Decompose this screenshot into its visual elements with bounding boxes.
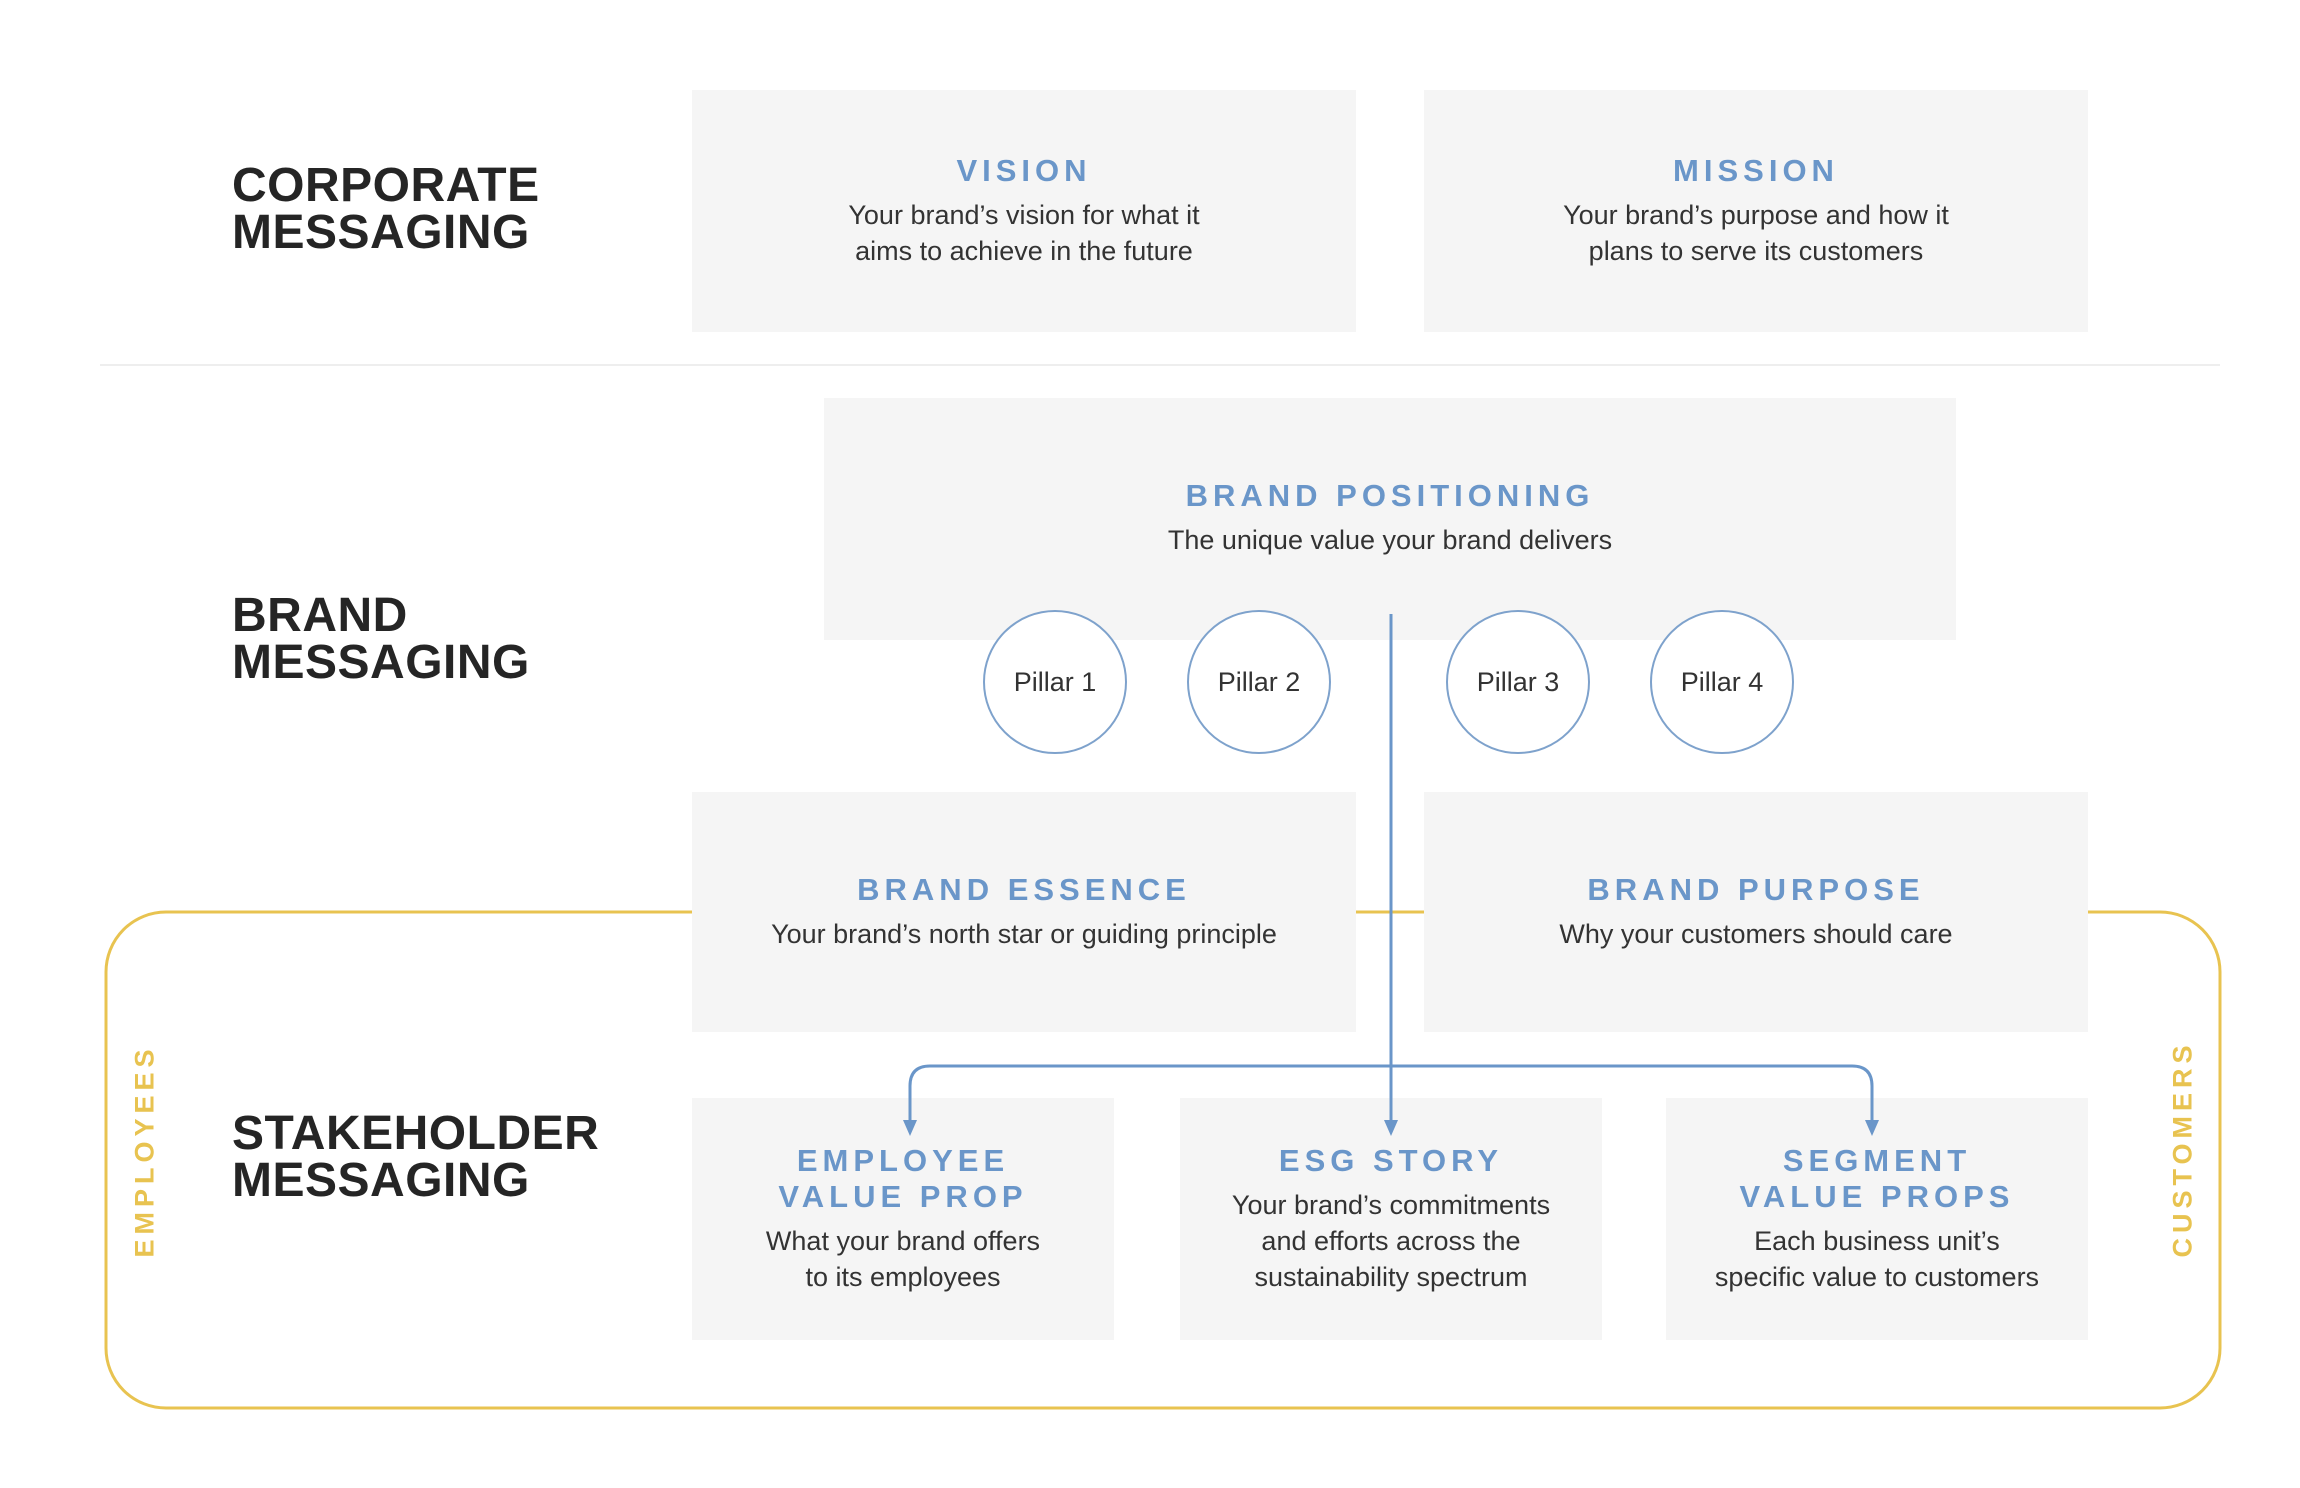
pillar-2: Pillar 2 <box>1187 610 1331 754</box>
section-label-corporate: CORPORATE MESSAGING <box>232 159 540 259</box>
vision-desc: Your brand’s vision for what it aims to achieve in the future <box>848 200 1200 266</box>
esg-story-desc: Your brand’s commitments and efforts across the sustainability spectrum <box>1231 1190 1551 1292</box>
vision-box <box>692 90 1356 332</box>
employee-value-prop-box <box>692 1098 1114 1340</box>
brand-purpose-title: BRAND PURPOSE <box>1587 872 1925 907</box>
vision-title: VISION <box>956 153 1092 188</box>
segment-value-props-desc: Each business unit’s specific value to customers <box>1714 1226 2040 1292</box>
segment-value-props-title: SEGMENT VALUE PROPS <box>1739 1143 2015 1214</box>
brand-purpose-desc: Why your customers should care <box>1559 919 1953 949</box>
brand-essence-desc: Your brand’s north star or guiding principle <box>771 919 1277 949</box>
section-label-brand: BRAND MESSAGING <box>232 589 530 689</box>
pillar-4: Pillar 4 <box>1650 610 1794 754</box>
segment-value-props-box <box>1666 1098 2088 1340</box>
side-label-employees: EMPLOYEES <box>129 1044 160 1258</box>
mission-title: MISSION <box>1673 153 1839 188</box>
esg-story-title: ESG STORY <box>1278 1143 1504 1178</box>
esg-story-box <box>1180 1098 1602 1340</box>
pillar-3: Pillar 3 <box>1446 610 1590 754</box>
brand-positioning-desc: The unique value your brand delivers <box>1167 525 1613 555</box>
brand-essence-box <box>692 792 1356 1032</box>
section-label-stakeholder: STAKEHOLDER MESSAGING <box>232 1107 600 1207</box>
employee-value-prop-desc: What your brand offers to its employees <box>765 1226 1041 1292</box>
brand-positioning-box <box>824 398 1956 640</box>
side-label-customers: CUSTOMERS <box>2167 1040 2198 1258</box>
mission-desc: Your brand’s purpose and how it plans to serve its customers <box>1563 200 1949 266</box>
pillar-1: Pillar 1 <box>983 610 1127 754</box>
mission-box <box>1424 90 2088 332</box>
brand-essence-title: BRAND ESSENCE <box>857 872 1191 907</box>
brand-purpose-box <box>1424 792 2088 1032</box>
employee-value-prop-title: EMPLOYEE VALUE PROP <box>778 1143 1028 1214</box>
brand-positioning-title: BRAND POSITIONING <box>1185 478 1595 513</box>
